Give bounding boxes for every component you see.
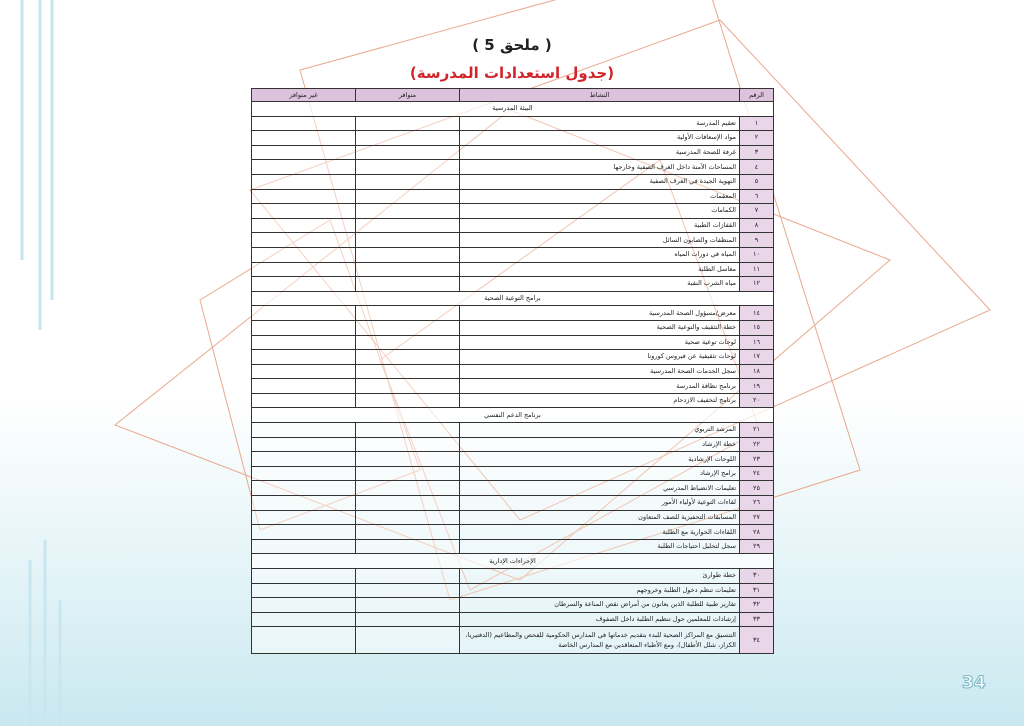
table-row (252, 247, 774, 262)
not-available-cell[interactable] (252, 452, 356, 467)
row-number: ٨ (740, 218, 774, 233)
section-title: برنامج الدعم النفسي (252, 408, 774, 423)
activity-cell: معرض/مسؤول الصحة المدرسية (460, 306, 740, 321)
available-cell[interactable] (356, 525, 460, 540)
available-cell[interactable] (356, 452, 460, 467)
table-row (252, 627, 774, 654)
table-row (252, 569, 774, 584)
activity-cell: اللوحات الإرشادية (460, 452, 740, 467)
activity-cell: برامج الإرشاد (460, 466, 740, 481)
not-available-cell[interactable] (252, 247, 356, 262)
header-not-available: غير متوافر (252, 89, 356, 102)
not-available-cell[interactable] (252, 496, 356, 511)
activity-cell: التنسيق مع المراكز الصحية للبدء بتقديم خدماتها في المدارس الحكومية للفحص والمطاعيم (الدفتيريا، الكزاز، شلل الأطفال)، ومع الأطباء المتعاقدين مع المدارس الخاصة (460, 627, 740, 654)
activity-cell: المرشد التربوي (460, 423, 740, 438)
table-row (252, 174, 774, 189)
not-available-cell[interactable] (252, 160, 356, 175)
section-row (252, 554, 774, 569)
not-available-cell[interactable] (252, 306, 356, 321)
not-available-cell[interactable] (252, 204, 356, 219)
available-cell[interactable] (356, 583, 460, 598)
table-row (252, 233, 774, 248)
available-cell[interactable] (356, 364, 460, 379)
available-cell[interactable] (356, 262, 460, 277)
available-cell[interactable] (356, 145, 460, 160)
not-available-cell[interactable] (252, 598, 356, 613)
not-available-cell[interactable] (252, 131, 356, 146)
row-number: ٢٠ (740, 393, 774, 408)
row-number: ٢١ (740, 423, 774, 438)
available-cell[interactable] (356, 160, 460, 175)
available-cell[interactable] (356, 466, 460, 481)
table-row (252, 277, 774, 292)
row-number: ٢٦ (740, 496, 774, 511)
not-available-cell[interactable] (252, 569, 356, 584)
row-number: ٥ (740, 174, 774, 189)
section-title: الإجراءات الإدارية (252, 554, 774, 569)
available-cell[interactable] (356, 218, 460, 233)
available-cell[interactable] (356, 233, 460, 248)
not-available-cell[interactable] (252, 583, 356, 598)
not-available-cell[interactable] (252, 510, 356, 525)
row-number: ٣١ (740, 583, 774, 598)
not-available-cell[interactable] (252, 262, 356, 277)
row-number: ٢٨ (740, 525, 774, 540)
row-number: ١٤ (740, 306, 774, 321)
not-available-cell[interactable] (252, 466, 356, 481)
row-number: ٢٤ (740, 466, 774, 481)
activity-cell: برنامج لتخفيف الازدحام (460, 393, 740, 408)
activity-cell: خطة طوارئ (460, 569, 740, 584)
table-header-row (252, 89, 774, 102)
row-number: ٦ (740, 189, 774, 204)
table-row (252, 160, 774, 175)
row-number: ١٢ (740, 277, 774, 292)
available-cell[interactable] (356, 539, 460, 554)
not-available-cell[interactable] (252, 350, 356, 365)
table-row (252, 598, 774, 613)
table-title: (جدول استعدادات المدرسة) (409, 64, 615, 82)
activity-cell: لوحات تثقيفية عن فيروس كورونا (460, 350, 740, 365)
activity-cell: تقارير طبية للطلبة الذين يعانون من أمراض نقص المناعة والسرطان (460, 598, 740, 613)
table-row (252, 262, 774, 277)
table-row (252, 320, 774, 335)
activity-cell: المياه في دورات المياه (460, 247, 740, 262)
not-available-cell[interactable] (252, 379, 356, 394)
row-number: ٣ (740, 145, 774, 160)
table-row (252, 496, 774, 511)
row-number: ٢٧ (740, 510, 774, 525)
available-cell[interactable] (356, 189, 460, 204)
activity-cell: غرفة للصحة المدرسية (460, 145, 740, 160)
activity-cell: اللقاءات الحوارية مع الطلبة (460, 525, 740, 540)
table-row (252, 437, 774, 452)
activity-cell: المسابقات التحفيزية للصف المتعاون (460, 510, 740, 525)
not-available-cell[interactable] (252, 539, 356, 554)
row-number: ١١ (740, 262, 774, 277)
table-row (252, 525, 774, 540)
available-cell[interactable] (356, 393, 460, 408)
section-row (252, 408, 774, 423)
not-available-cell[interactable] (252, 320, 356, 335)
row-number: ١٧ (740, 350, 774, 365)
row-number: ٣٢ (740, 598, 774, 613)
activity-cell: تعليمات الانضباط المدرسي (460, 481, 740, 496)
row-number: ١٨ (740, 364, 774, 379)
row-number: ٣٠ (740, 569, 774, 584)
available-cell[interactable] (356, 350, 460, 365)
header-available: متوافر (356, 89, 460, 102)
activity-cell: تعقيم المدرسة (460, 116, 740, 131)
available-cell[interactable] (356, 510, 460, 525)
not-available-cell[interactable] (252, 116, 356, 131)
row-number: ٧ (740, 204, 774, 219)
table-row (252, 379, 774, 394)
section-title: البيئة المدرسية (252, 102, 774, 117)
row-number: ٢٩ (740, 539, 774, 554)
row-number: ٢ (740, 131, 774, 146)
activity-cell: خطة الإرشاد (460, 437, 740, 452)
available-cell[interactable] (356, 481, 460, 496)
row-number: ٢٥ (740, 481, 774, 496)
not-available-cell[interactable] (252, 277, 356, 292)
available-cell[interactable] (356, 335, 460, 350)
activity-cell: لوحات توعية صحية (460, 335, 740, 350)
header-num: الرقم (740, 89, 774, 102)
available-cell[interactable] (356, 247, 460, 262)
row-number: ٣٤ (740, 627, 774, 654)
not-available-cell[interactable] (252, 145, 356, 160)
not-available-cell[interactable] (252, 437, 356, 452)
available-cell[interactable] (356, 379, 460, 394)
table-row (252, 145, 774, 160)
not-available-cell[interactable] (252, 481, 356, 496)
page-number: 34 (962, 673, 986, 693)
table-row (252, 510, 774, 525)
table-row (252, 116, 774, 131)
not-available-cell[interactable] (252, 612, 356, 627)
available-cell[interactable] (356, 204, 460, 219)
row-number: ١٩ (740, 379, 774, 394)
available-cell[interactable] (356, 174, 460, 189)
not-available-cell[interactable] (252, 218, 356, 233)
section-row (252, 291, 774, 306)
activity-cell: خطة التثقيف والتوعية الصحية (460, 320, 740, 335)
table-row (252, 393, 774, 408)
available-cell[interactable] (356, 131, 460, 146)
row-number: ٢٣ (740, 452, 774, 467)
table-row (252, 131, 774, 146)
not-available-cell[interactable] (252, 525, 356, 540)
not-available-cell[interactable] (252, 627, 356, 654)
row-number: ٣٣ (740, 612, 774, 627)
row-number: ٢٢ (740, 437, 774, 452)
row-number: ١٦ (740, 335, 774, 350)
row-number: ٤ (740, 160, 774, 175)
activity-cell: التهوية الجيدة في الغرف الصفية (460, 174, 740, 189)
not-available-cell[interactable] (252, 233, 356, 248)
table-row (252, 612, 774, 627)
activity-cell: مياه الشرب النقية (460, 277, 740, 292)
table-row (252, 204, 774, 219)
not-available-cell[interactable] (252, 364, 356, 379)
available-cell[interactable] (356, 437, 460, 452)
available-cell[interactable] (356, 320, 460, 335)
activity-cell: المعقمات (460, 189, 740, 204)
table-row (252, 583, 774, 598)
row-number: ١٥ (740, 320, 774, 335)
row-number: ١ (740, 116, 774, 131)
table-row (252, 364, 774, 379)
activity-cell: الكمامات (460, 204, 740, 219)
not-available-cell[interactable] (252, 174, 356, 189)
activity-cell: سجل الخدمات الصحة المدرسية (460, 364, 740, 379)
not-available-cell[interactable] (252, 423, 356, 438)
activity-cell: مغاسل الطلبة (460, 262, 740, 277)
available-cell[interactable] (356, 423, 460, 438)
activity-cell: إرشادات للمعلمين حول تنظيم الطلبة داخل الصفوف (460, 612, 740, 627)
table-row (252, 335, 774, 350)
row-number: ١٠ (740, 247, 774, 262)
available-cell[interactable] (356, 569, 460, 584)
activity-cell: القفازات الطبية (460, 218, 740, 233)
activity-cell: المنظفات والصابون السائل (460, 233, 740, 248)
table-row (252, 218, 774, 233)
header-activity: النشاط (460, 89, 740, 102)
section-title: برامج التوعية الصحية (252, 291, 774, 306)
table-row (252, 539, 774, 554)
appendix-title: ( ملحق 5 ) (472, 36, 552, 54)
not-available-cell[interactable] (252, 393, 356, 408)
activity-cell: لقاءات التوعية لأولياء الأمور (460, 496, 740, 511)
table-row (252, 350, 774, 365)
table-row (252, 423, 774, 438)
table-row (252, 306, 774, 321)
activity-cell: المساحات الآمنة داخل الغرف الصفية وخارجها (460, 160, 740, 175)
available-cell[interactable] (356, 306, 460, 321)
available-cell[interactable] (356, 116, 460, 131)
row-number: ٩ (740, 233, 774, 248)
table-row (252, 466, 774, 481)
available-cell[interactable] (356, 612, 460, 627)
available-cell[interactable] (356, 598, 460, 613)
section-row (252, 102, 774, 117)
table-row (252, 452, 774, 467)
activity-cell: سجل لتحليل احتياجات الطلبة (460, 539, 740, 554)
not-available-cell[interactable] (252, 335, 356, 350)
activity-cell: تعليمات تنظم دخول الطلبة وخروجهم (460, 583, 740, 598)
available-cell[interactable] (356, 496, 460, 511)
table-row (252, 481, 774, 496)
available-cell[interactable] (356, 277, 460, 292)
available-cell[interactable] (356, 627, 460, 654)
table-row (252, 189, 774, 204)
activity-cell: برنامج نظافة المدرسة (460, 379, 740, 394)
not-available-cell[interactable] (252, 189, 356, 204)
school-readiness-table (251, 88, 774, 654)
activity-cell: مواد الإسعافات الأولية (460, 131, 740, 146)
